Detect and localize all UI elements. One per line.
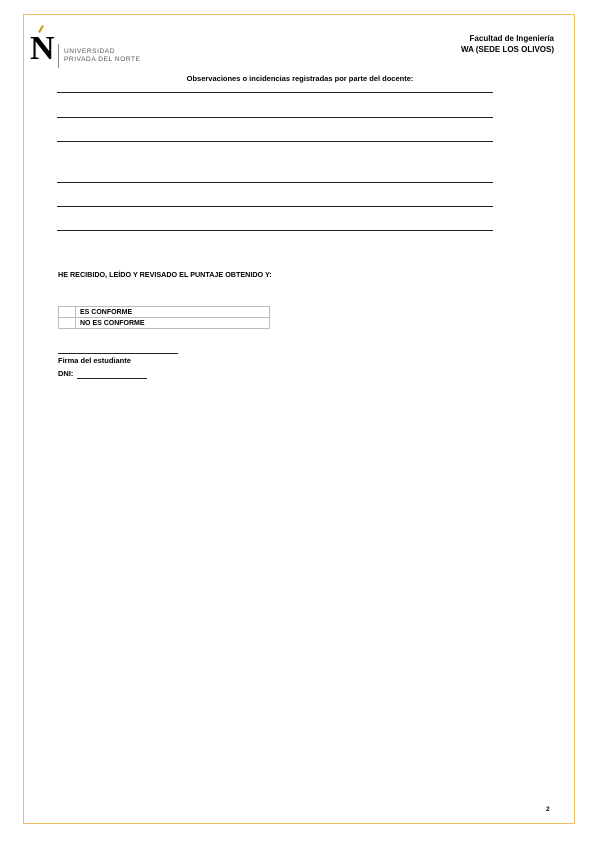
faculty-name: Facultad de Ingeniería: [469, 34, 554, 43]
logo-separator: [58, 44, 59, 68]
conformity-row: [59, 318, 270, 329]
acknowledgement-text: HE RECIBIDO, LEÍDO Y REVISADO EL PUNTAJE OBTENIDO Y:: [58, 270, 272, 279]
conformity-row: [59, 307, 270, 318]
observation-line: [57, 141, 493, 142]
logo-text: [64, 48, 141, 63]
observation-line: [57, 92, 493, 93]
observation-line: [57, 182, 493, 183]
observation-line: [57, 230, 493, 231]
signature-line: [58, 353, 178, 354]
page-number: 2: [546, 806, 550, 813]
observations-title: Observaciones o incidencias registradas por parte del docente:: [186, 74, 414, 83]
logo-line-2: PRIVADA DEL NORTE: [64, 55, 141, 63]
signature-label: Firma del estudiante: [58, 356, 131, 365]
logo-line-1: UNIVERSIDAD: [64, 48, 116, 55]
university-logo: [30, 24, 170, 68]
dni-label: DNI:: [58, 369, 74, 378]
conformity-table: [58, 306, 270, 329]
header-info: [461, 33, 554, 55]
conformity-checkbox[interactable]: [59, 307, 76, 318]
page-border: [23, 14, 575, 824]
conformity-checkbox[interactable]: [59, 318, 76, 329]
dni-line: [77, 378, 147, 379]
conformity-option-label: NO ES CONFORME: [76, 318, 270, 329]
observation-line: [57, 117, 493, 118]
conformity-option-label: ES CONFORME: [76, 307, 270, 318]
logo-letter: N: [30, 30, 55, 67]
observation-line: [57, 206, 493, 207]
course-name: WA (SEDE LOS OLIVOS): [460, 45, 554, 54]
